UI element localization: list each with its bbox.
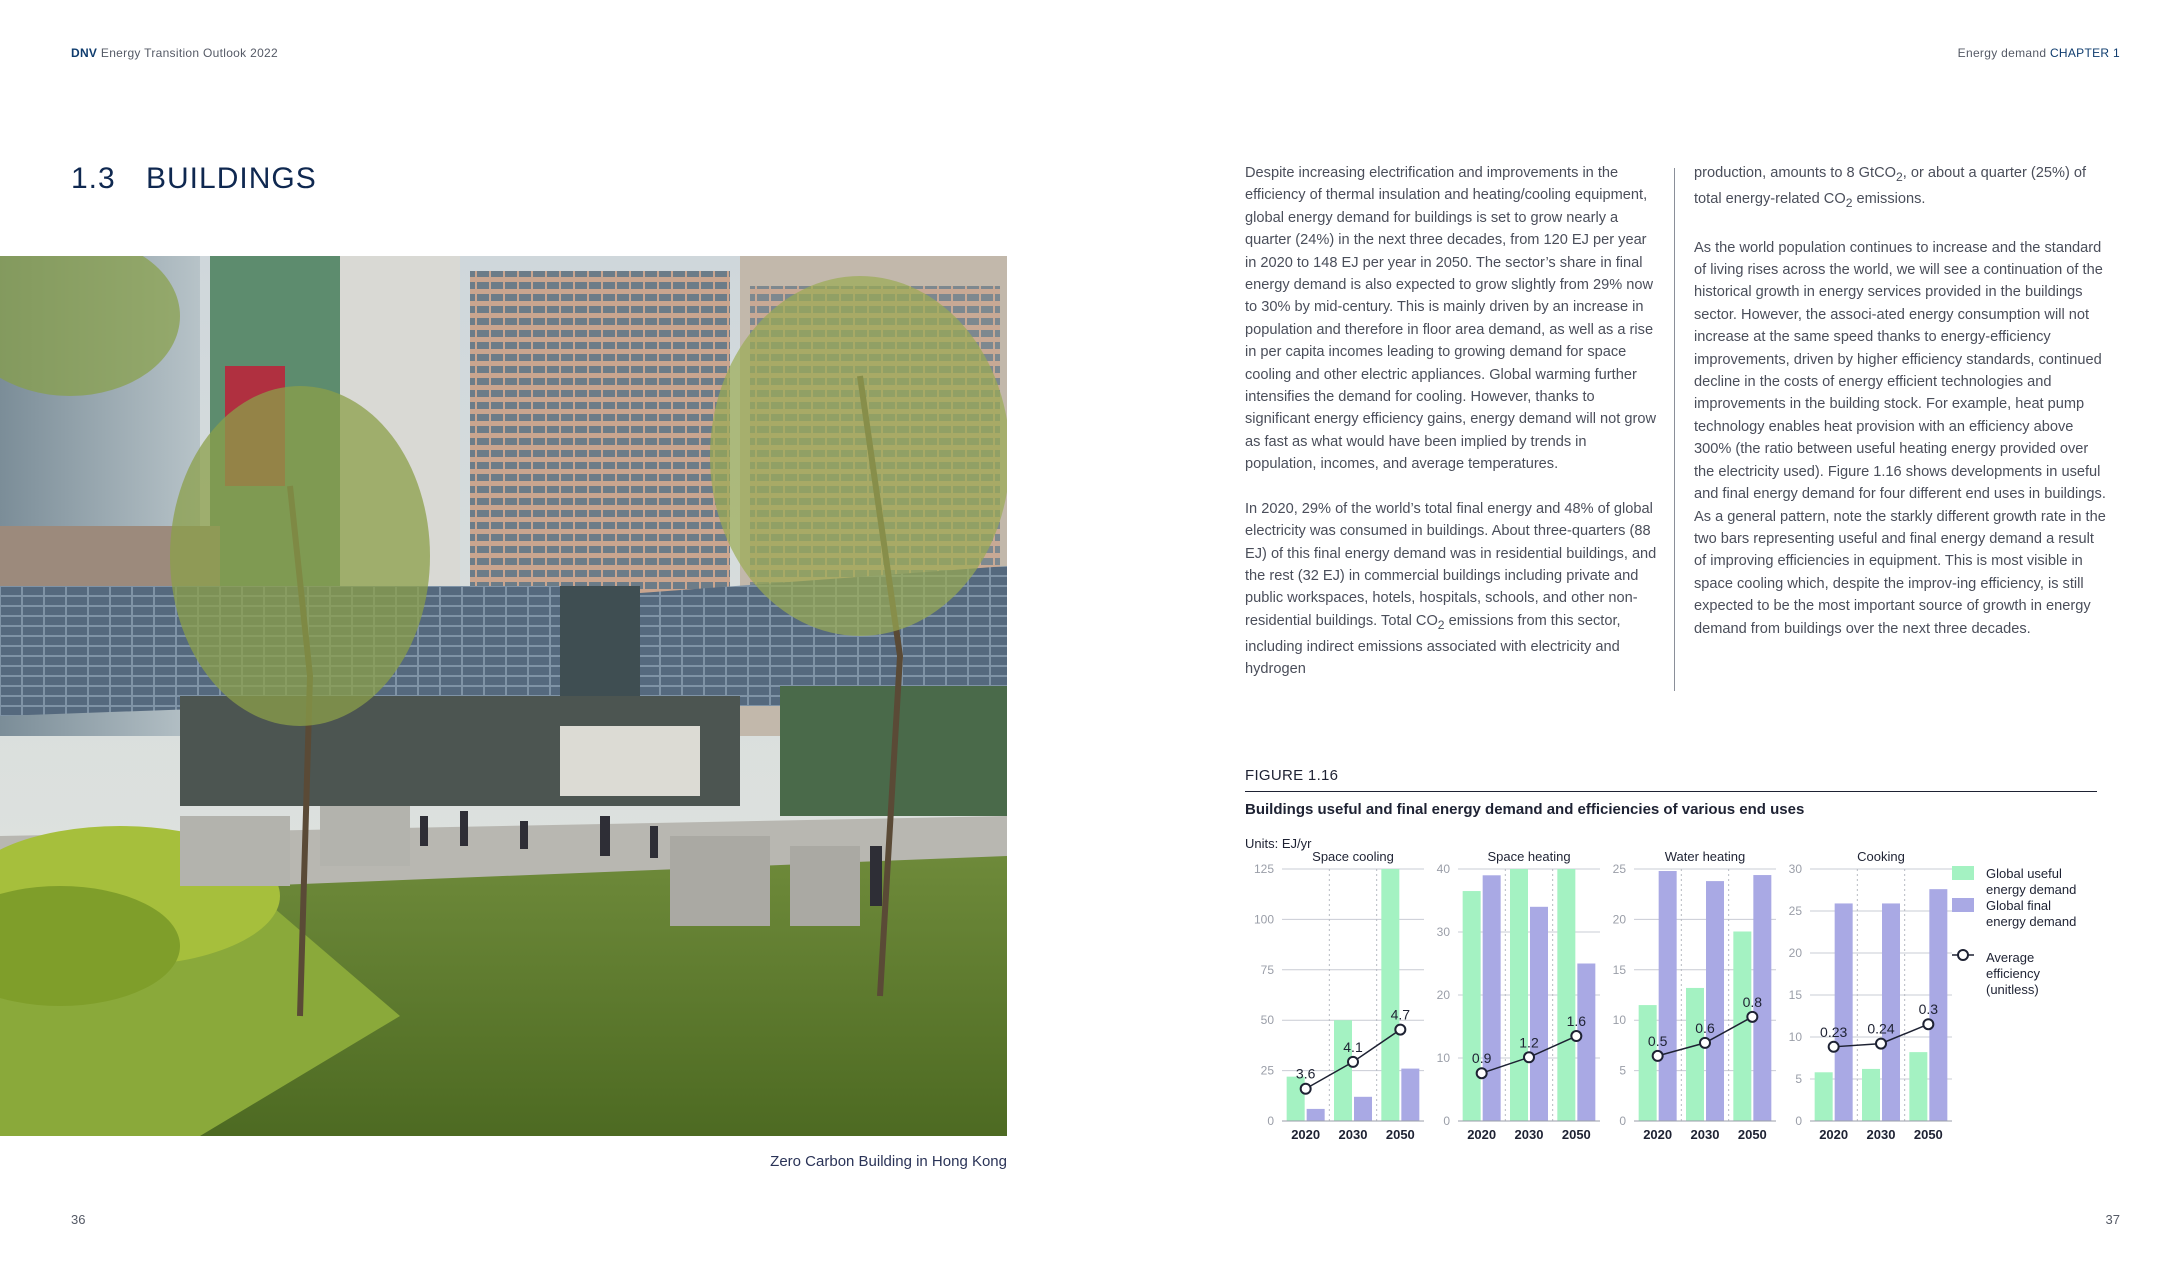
efficiency-label: 1.6	[1566, 1013, 1587, 1030]
efficiency-point	[1477, 1068, 1487, 1078]
y-tick-label: 5	[1619, 1063, 1626, 1078]
bar-final	[1307, 1109, 1325, 1121]
efficiency-label: 0.5	[1647, 1032, 1668, 1049]
efficiency-label: 0.6	[1695, 1019, 1715, 1036]
bar-useful	[1909, 1052, 1927, 1121]
y-tick-label: 0	[1619, 1114, 1626, 1128]
page-number-right: 37	[2105, 1212, 2120, 1227]
efficiency-point	[1571, 1031, 1581, 1041]
photo-illustration	[0, 256, 1007, 1136]
y-tick-label: 30	[1436, 925, 1450, 939]
panel-title: Water heating	[1664, 850, 1746, 864]
bar-final	[1659, 871, 1677, 1121]
efficiency-point	[1653, 1051, 1663, 1061]
subscript: 2	[1895, 169, 1903, 184]
paragraph-text: production, amounts to 8 GtCO	[1694, 165, 1896, 181]
efficiency-label: 4.7	[1390, 1006, 1411, 1023]
bar-useful	[1287, 1077, 1305, 1121]
efficiency-label: 0.9	[1471, 1050, 1492, 1067]
running-header-left	[71, 46, 278, 60]
subscript: 2	[1845, 196, 1853, 211]
y-tick-label: 20	[1788, 946, 1802, 960]
y-tick-label: 100	[1253, 912, 1274, 927]
y-tick-label: 25	[1788, 904, 1802, 918]
y-tick-label: 50	[1260, 1013, 1274, 1028]
y-tick-label: 0	[1267, 1114, 1274, 1128]
chapter-topic: Energy demand	[1957, 46, 2047, 60]
paragraph-text: , or about a quarter (25%) of total energy-related CO	[1694, 165, 2087, 208]
efficiency-point	[1395, 1025, 1405, 1035]
running-header-right	[1958, 46, 2120, 60]
y-tick-label: 40	[1436, 862, 1450, 876]
x-tick-label: 2020	[1819, 1127, 1849, 1142]
paragraph-text: emissions.	[1852, 191, 1926, 208]
y-tick-label: 75	[1260, 962, 1274, 977]
y-tick-label: 25	[1260, 1063, 1274, 1078]
y-tick-label: 15	[1788, 988, 1802, 1002]
panel-title: Space heating	[1487, 850, 1571, 864]
page-number-left: 36	[71, 1212, 86, 1227]
bar-useful	[1381, 869, 1399, 1121]
bar-useful	[1510, 869, 1528, 1121]
column-divider	[1674, 168, 1675, 691]
bar-final	[1530, 907, 1548, 1121]
bar-final	[1882, 903, 1900, 1121]
bar-useful	[1815, 1072, 1833, 1121]
bar-useful	[1557, 869, 1575, 1121]
efficiency-label: 0.3	[1918, 1001, 1939, 1018]
legend-swatch-final	[1952, 898, 1974, 912]
section-title: BUILDINGS	[146, 162, 317, 195]
efficiency-point	[1829, 1042, 1839, 1052]
panel-title: Cooking	[1857, 850, 1905, 864]
y-tick-label: 25	[1612, 862, 1626, 876]
y-tick-label: 0	[1443, 1114, 1450, 1128]
y-tick-label: 125	[1253, 862, 1274, 876]
y-tick-label: 10	[1788, 1030, 1802, 1044]
bar-useful	[1686, 988, 1704, 1121]
efficiency-label: 1.2	[1519, 1034, 1539, 1051]
efficiency-label: 3.6	[1295, 1065, 1316, 1082]
efficiency-point	[1301, 1084, 1311, 1094]
paragraph-demand-growth: Despite increasing electrification and improvements in the efficiency of thermal insulation and heating/cooling equipment, global energy demand for buildings is set to grow nearly a quarter (24%) in the next three decades, from 120 EJ per year in 2020 to 148 EJ per year in 2050. The sector’s share in final energy demand is also expected to grow slightly from 29% now to 30% by mid-century. This is mainly driven by an increase in population and therefore in floor area demand, as well as a rise in per capita incomes leading to growing demand for space cooling and other electric appliances. Global warming further intensifies the demand for cooling. However, thanks to significant energy efficiency gains, energy demand will not grow as fast as what would have been implied by trends in population, incomes, and average temperatures.	[1245, 165, 1657, 473]
x-tick-label: 2030	[1866, 1127, 1896, 1142]
efficiency-label: 4.1	[1343, 1038, 1363, 1055]
bar-final	[1835, 903, 1853, 1121]
x-tick-label: 2030	[1514, 1127, 1544, 1142]
y-tick-label: 20	[1436, 988, 1450, 1002]
y-tick-label: 30	[1788, 862, 1802, 876]
x-tick-label: 2020	[1643, 1127, 1673, 1142]
figure-title: Buildings useful and final energy demand and efficiencies of various end uses	[1245, 801, 1805, 818]
y-tick-label: 10	[1612, 1013, 1626, 1028]
efficiency-point	[1700, 1038, 1710, 1048]
efficiency-point	[1876, 1039, 1886, 1049]
bar-final	[1577, 964, 1595, 1122]
figure-units: Units: EJ/yr	[1245, 836, 1312, 851]
paragraph-emissions	[1694, 162, 2109, 215]
y-tick-label: 0	[1795, 1114, 1802, 1128]
paragraph-text: emissions from this sector, including indirect emissions associated with electricity and hydrogen	[1245, 612, 1621, 678]
building-photo	[0, 256, 1007, 1136]
y-tick-label: 20	[1612, 912, 1626, 927]
paragraph-outlook: As the world population continues to increase and the standard of living rises across the world, we will see a continuation of the historical growth in energy services provided in the buildings sector. However, the associ-ated energy consumption will not increase at the same speed thanks to energy-efficiency improvements, driven by higher efficiency standards, continued decline in the costs of energy efficient technologies and improvements in the building stock. For example, heat pump technology enables heat provision with an efficiency above 300% (the ratio between useful heating energy provided over the electricity used). Figure 1.16 shows developments in useful and final energy demand for four different end uses in buildings. As a general pattern, note the starkly different growth rate in the two bars representing useful and final energy demand a result of improving efficiencies in equipment. This is most visible in space cooling which, despite the improv-ing efficiency, is still expected to be the most important source of growth in energy demand from buildings over the next three decades.	[1694, 239, 2106, 637]
y-tick-label: 5	[1795, 1072, 1802, 1086]
bar-final	[1706, 881, 1724, 1121]
publication-title: Energy Transition Outlook 2022	[100, 46, 278, 60]
y-tick-label: 15	[1612, 962, 1626, 977]
x-tick-label: 2050	[1561, 1127, 1591, 1142]
x-tick-label: 2030	[1690, 1127, 1720, 1142]
bar-final	[1483, 875, 1501, 1121]
x-tick-label: 2020	[1467, 1127, 1497, 1142]
panel-title: Space cooling	[1312, 850, 1394, 864]
x-tick-label: 2050	[1385, 1127, 1415, 1142]
bar-useful	[1639, 1005, 1657, 1121]
efficiency-label: 0.24	[1867, 1020, 1895, 1037]
paragraph-text: In 2020, 29% of the world’s total final energy and 48% of global electricity was consumed in buildings. About three-quarters (88 EJ) of this final energy demand was in residential buildings, and the rest (32 EJ) in commercial buildings including private and public workspaces, hotels, hospitals, schools, and other non-residential buildings. Total CO	[1245, 500, 1657, 629]
x-tick-label: 2050	[1737, 1127, 1767, 1142]
photo-caption: Zero Carbon Building in Hong Kong	[770, 1153, 1007, 1170]
efficiency-label: 0.23	[1820, 1023, 1848, 1040]
body-column-1	[1245, 162, 1660, 703]
efficiency-point	[1747, 1012, 1757, 1022]
bar-useful	[1463, 891, 1481, 1121]
brand-label: DNV	[71, 46, 98, 60]
x-tick-label: 2030	[1338, 1127, 1368, 1142]
bar-final	[1401, 1069, 1419, 1121]
subscript: 2	[1437, 617, 1445, 632]
section-number: 1.3	[71, 162, 116, 195]
efficiency-point	[1348, 1057, 1358, 1067]
legend-label-useful: Global useful energy demand	[1986, 866, 2077, 897]
legend-label-final: Global final energy demand	[1986, 898, 2077, 929]
paragraph-2020-consumption	[1245, 498, 1660, 681]
legend-label-efficiency: Average efficiency (unitless)	[1986, 950, 2040, 997]
legend-swatch-useful	[1952, 866, 1974, 880]
x-tick-label: 2050	[1913, 1127, 1943, 1142]
figure-label: FIGURE 1.16	[1245, 767, 1339, 784]
efficiency-label: 0.8	[1742, 993, 1763, 1010]
efficiency-point	[1524, 1052, 1534, 1062]
bar-useful	[1862, 1069, 1880, 1121]
legend-marker-efficiency	[1958, 950, 1968, 960]
bar-final	[1354, 1097, 1372, 1121]
y-tick-label: 10	[1436, 1051, 1450, 1065]
energy-demand-chart	[1240, 850, 2120, 1150]
chapter-number: CHAPTER 1	[2049, 46, 2120, 60]
figure-rule	[1245, 791, 2097, 792]
x-tick-label: 2020	[1291, 1127, 1321, 1142]
body-column-2	[1694, 162, 2109, 662]
efficiency-point	[1923, 1019, 1933, 1029]
